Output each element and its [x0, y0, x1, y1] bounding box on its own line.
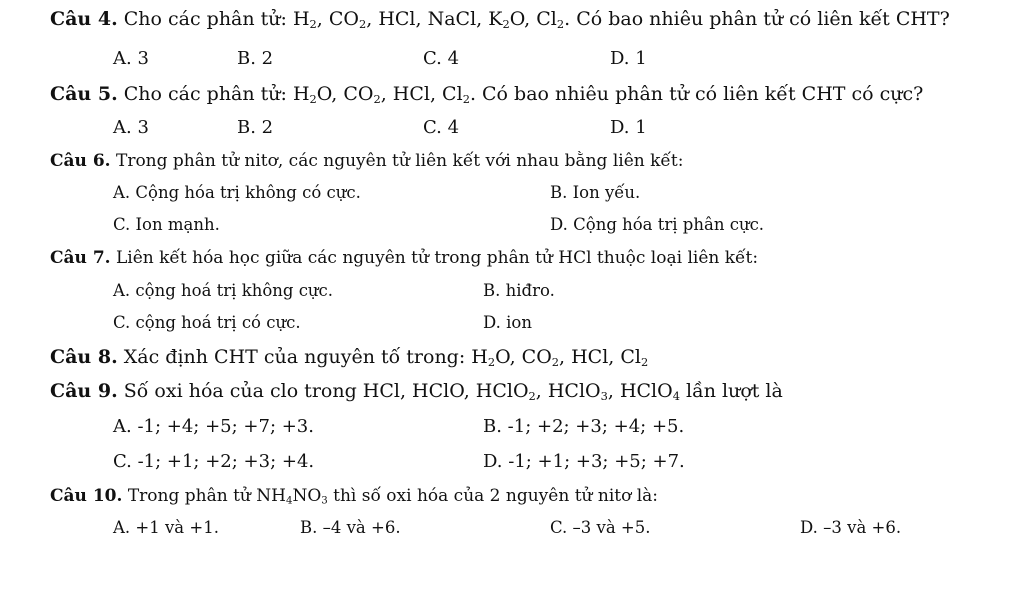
question-text: Liên kết hóa học giữa các nguyên tử trong phân tử HCl thuộc loại liên kết: [115, 248, 759, 268]
option-d: D. 1 [610, 117, 647, 138]
option-a: A. 3 [113, 48, 149, 69]
option-c: C. 4 [423, 117, 460, 138]
option-b: B. –4 và +6. [300, 518, 401, 537]
question-text: Cho các phân tử: $H_2$, $CO_2$, HCl, NaCl, $K_2O$, $Cl_2$. Có bao nhiêu phân tử có liên kết CHT? [123, 8, 950, 31]
question-6 [50, 151, 683, 171]
question-8 [50, 346, 648, 369]
option-a: A. +1 và +1. [113, 518, 219, 537]
option-c: C. 4 [423, 48, 460, 69]
option-b: B. 2 [237, 117, 274, 138]
question-9 [50, 380, 783, 403]
option-b: B. -1; +2; +3; +4; +5. [483, 416, 685, 437]
option-a: A. Cộng hóa trị không có cực. [113, 183, 361, 202]
question-10 [50, 486, 658, 507]
option-d: D. -1; +1; +3; +5; +7. [483, 451, 685, 472]
question-number: Câu 9. [50, 380, 118, 402]
question-number: Câu 5. [50, 83, 118, 105]
option-b: B. Ion yếu. [550, 183, 641, 202]
question-7 [50, 248, 758, 268]
option-a: A. 3 [113, 117, 149, 138]
option-c: C. Ion mạnh. [113, 215, 220, 234]
question-text: Trong phân tử $NH_4NO_3$ thì số oxi hóa của 2 nguyên tử nitơ là: [127, 486, 659, 507]
question-number: Câu 6. [50, 151, 111, 171]
option-d: D. Cộng hóa trị phân cực. [550, 215, 765, 234]
question-text: Trong phân tử nitơ, các nguyên tử liên kết với nhau bằng liên kết: [115, 151, 684, 171]
option-b: B. hiđro. [483, 281, 555, 300]
question-number: Câu 10. [50, 486, 123, 506]
question-number: Câu 4. [50, 8, 118, 30]
option-a: A. cộng hoá trị không cực. [113, 281, 334, 300]
question-4 [50, 8, 950, 31]
option-c: C. -1; +1; +2; +3; +4. [113, 451, 315, 472]
question-number: Câu 8. [50, 346, 118, 368]
question-5 [50, 83, 923, 106]
option-c: C. cộng hoá trị có cực. [113, 313, 301, 332]
option-c: C. –3 và +5. [550, 518, 651, 537]
option-b: B. 2 [237, 48, 274, 69]
option-a: A. -1; +4; +5; +7; +3. [113, 416, 314, 437]
question-number: Câu 7. [50, 248, 111, 268]
question-text: Xác định CHT của nguyên tố trong: $H_2O$, $CO_2$, HCl, $Cl_2$ [123, 346, 649, 369]
option-d: D. ion [483, 313, 532, 332]
option-d: D. 1 [610, 48, 647, 69]
question-text: Số oxi hóa của clo trong HCl, HClO, HClO$_2$, HClO$_3$, HClO$_4$ lần lượt là [123, 380, 783, 403]
option-d: D. –3 và +6. [800, 518, 902, 537]
question-text: Cho các phân tử: $H_2O$, $CO_2$, HCl, $Cl_2$. Có bao nhiêu phân tử có liên kết CHT có cực? [123, 83, 924, 106]
